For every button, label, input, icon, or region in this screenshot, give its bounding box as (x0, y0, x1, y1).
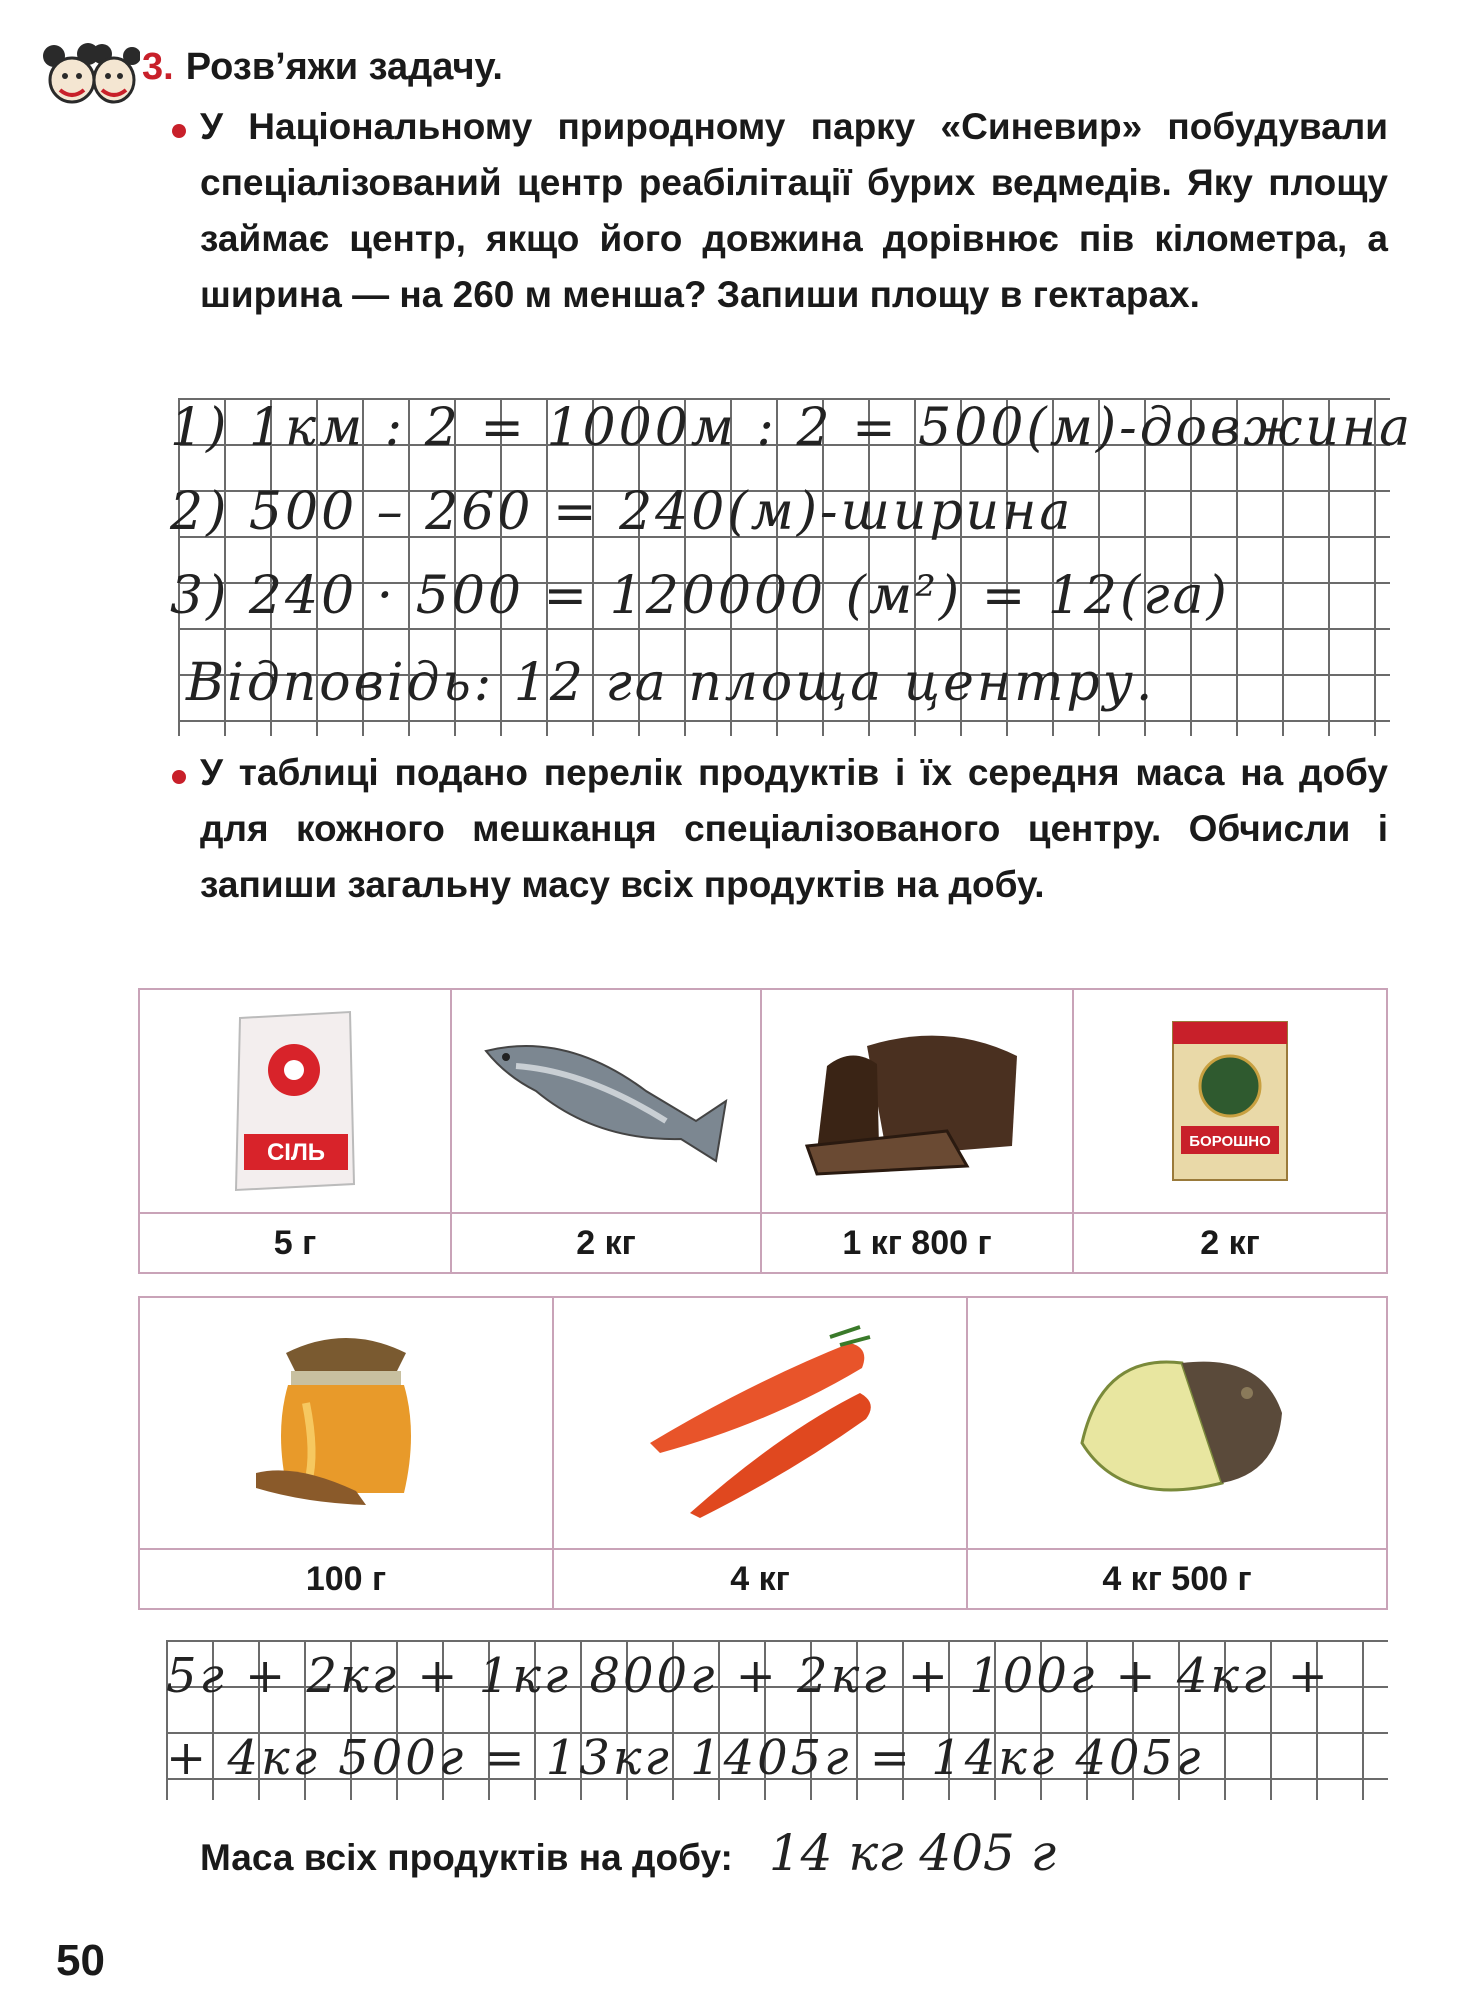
product-mass-fish: 2 кг (576, 1223, 636, 1262)
flour-box-icon (1165, 1016, 1295, 1186)
product-mass-salt: 5 г (273, 1223, 317, 1262)
salt-pack-icon (230, 1008, 360, 1194)
product-cell-carrot (554, 1298, 968, 1608)
task-header (142, 46, 503, 89)
task-title: Розв’яжи задачу. (185, 46, 503, 88)
solution1-line-4: Відповідь: 12 га площа центру. (186, 653, 1156, 713)
solution1-line-1: 1) 1км : 2 = 1000м : 2 = 500(м)-довжина (170, 398, 1414, 458)
carrot-icon (630, 1323, 890, 1523)
task-number: 3. (142, 46, 174, 88)
page-number: 50 (56, 1936, 105, 1985)
solution1-line-3: 3) 240 · 500 = 120000 (м²) = 12(га) (170, 566, 1230, 626)
products-table-row-1 (138, 988, 1388, 1274)
solution1-line-2: 2) 500 – 260 = 240(м)-ширина (170, 482, 1074, 542)
product-cell-bread (762, 990, 1074, 1272)
product-mass-apple: 4 кг 500 г (1102, 1559, 1252, 1598)
flour-pack-label: БОРОШНО (1189, 1133, 1271, 1150)
mascot-icon (40, 38, 140, 108)
products-table-row-2 (138, 1296, 1388, 1610)
product-cell-salt (140, 990, 452, 1272)
product-mass-flour: 2 кг (1200, 1223, 1260, 1262)
salt-pack-label: СІЛЬ (266, 1139, 326, 1166)
fish-icon (476, 1021, 736, 1181)
problem1-text: У Національному природному парку «Синевир» побудували спеціалізований центр реабілітації бурих ведмедів. Яку площу займає центр, якщо його довжина дорівнює пів кілометра, а ширина — на 260 м менша? Запиши площу в гектарах. (200, 106, 1388, 315)
product-cell-flour (1074, 990, 1386, 1272)
solution2-grid (166, 1640, 1388, 1800)
bullet-icon (172, 770, 186, 784)
answer-label: Маса всіх продуктів на добу: (200, 1837, 733, 1878)
answer-line (200, 1824, 1056, 1882)
product-cell-apple (968, 1298, 1386, 1608)
product-mass-carrot: 4 кг (730, 1559, 790, 1598)
product-mass-bread: 1 кг 800 г (842, 1223, 992, 1262)
product-cell-honey (140, 1298, 554, 1608)
problem2-text: У таблиці подано перелік продуктів і їх середня маса на добу для кожного мешканця спеціалізованого центру. Обчисли і запиши загальну масу всіх продуктів на добу. (200, 752, 1388, 905)
solution2-line-2: + 4кг 500г = 13кг 1405г = 14кг 405г (166, 1730, 1204, 1786)
product-mass-honey: 100 г (305, 1559, 387, 1598)
solution1-grid (170, 398, 1414, 736)
answer-value: 14 кг 405 г (768, 1824, 1057, 1882)
honey-jar-icon (246, 1323, 446, 1523)
solution2-line-1: 5г + 2кг + 1кг 800г + 2кг + 100г + 4кг + (166, 1648, 1331, 1704)
bullet-icon (172, 124, 186, 138)
bread-icon (797, 1026, 1037, 1176)
product-cell-fish (452, 990, 762, 1272)
apple-slice-icon (1062, 1333, 1292, 1513)
